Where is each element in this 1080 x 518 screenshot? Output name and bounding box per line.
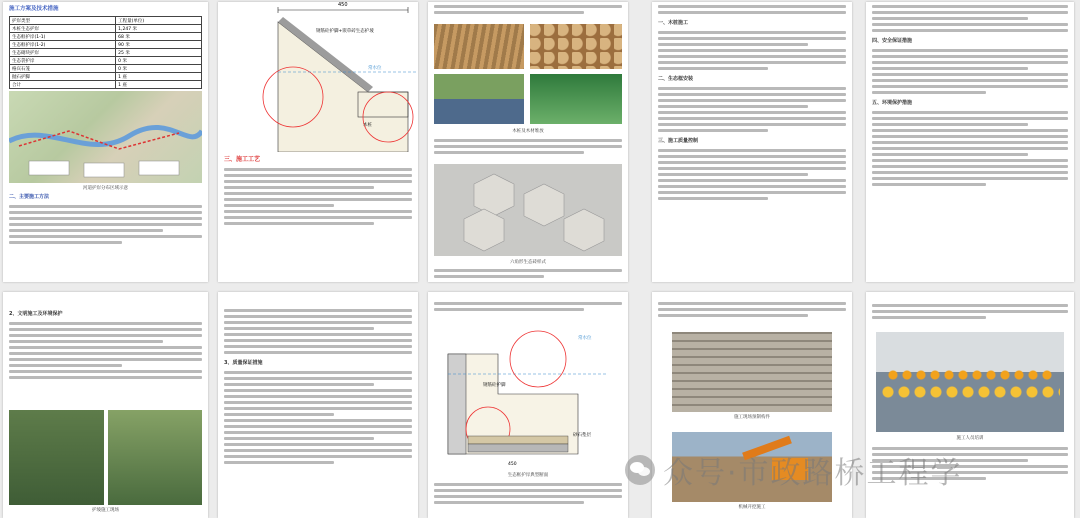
text-line xyxy=(224,345,412,348)
page-4-heading: 一、木桩施工 xyxy=(658,20,689,26)
drawing-label: 木桩 xyxy=(363,123,372,128)
wechat-icon xyxy=(625,455,655,485)
text-line xyxy=(224,461,334,464)
text-line xyxy=(872,129,1068,132)
photo-caption: 施工现场预制构件 xyxy=(734,415,770,420)
text-line xyxy=(224,327,374,330)
text-line xyxy=(224,419,412,422)
text-line xyxy=(224,371,412,374)
table-cell: 1 座 xyxy=(116,81,202,89)
text-line xyxy=(224,180,412,183)
text-line xyxy=(658,5,846,8)
text-line xyxy=(872,55,1068,58)
text-line xyxy=(9,241,122,244)
text-line xyxy=(658,129,768,132)
table-cell: 25 米 xyxy=(116,49,202,57)
text-line xyxy=(658,67,768,70)
text-line xyxy=(224,377,412,380)
text-line xyxy=(9,340,163,343)
text-line xyxy=(658,314,808,317)
revetment-section-drawing xyxy=(218,2,418,152)
text-line xyxy=(658,191,846,194)
text-line xyxy=(434,483,622,486)
text-line xyxy=(224,216,412,219)
text-line xyxy=(224,222,374,225)
drawing-label: 常水位 xyxy=(368,66,382,71)
text-line xyxy=(224,309,412,312)
text-line xyxy=(658,149,846,152)
text-line xyxy=(434,5,622,8)
text-line xyxy=(658,55,846,58)
text-line xyxy=(658,173,808,176)
text-line xyxy=(224,395,412,398)
document-page-8 xyxy=(428,292,628,518)
table-cell: 工程量(单位) xyxy=(116,17,202,25)
green-bank-photo xyxy=(530,74,622,124)
text-line xyxy=(9,223,202,226)
text-line xyxy=(872,177,1068,180)
text-line xyxy=(434,145,622,148)
text-line xyxy=(658,105,808,108)
map-caption: 河道护岸分布区域示意 xyxy=(83,186,128,191)
page-6-section: 2、文明施工及环境保护 xyxy=(9,311,63,317)
document-page-3 xyxy=(428,2,628,282)
text-line xyxy=(9,235,202,238)
text-line xyxy=(224,437,374,440)
text-line xyxy=(434,308,584,311)
text-line xyxy=(224,315,412,318)
text-line xyxy=(9,322,202,325)
document-page-1 xyxy=(3,2,208,282)
photo-caption: 机械开挖施工 xyxy=(738,505,766,510)
text-line xyxy=(658,117,846,120)
text-line xyxy=(872,29,1068,32)
table-cell: 抛石护脚 xyxy=(10,73,116,81)
page-4-heading: 三、施工质量控制 xyxy=(658,138,699,144)
page-7-section: 3、质量保证措施 xyxy=(224,360,263,366)
text-line xyxy=(224,168,412,171)
document-page-5 xyxy=(866,2,1074,282)
quantity-table xyxy=(9,16,202,89)
text-line xyxy=(224,210,412,213)
text-line xyxy=(658,87,846,90)
table-row xyxy=(10,17,202,25)
drawing-label: 钢筋砼护脚+嵌草砖生态护坡 xyxy=(316,29,374,34)
text-line xyxy=(434,11,584,14)
photo-caption: 木桩及木材堆放 xyxy=(512,129,544,134)
table-cell: 1 座 xyxy=(116,73,202,81)
text-line xyxy=(872,159,1068,162)
text-line xyxy=(224,401,412,404)
drawing-label: 砂石垫层 xyxy=(573,433,591,438)
table-row xyxy=(10,33,202,41)
text-line xyxy=(658,185,846,188)
text-line xyxy=(872,165,1068,168)
table-cell: 生态袋护岸 xyxy=(10,57,116,65)
document-page-6 xyxy=(3,292,208,518)
page-1-subsection: 二、主要施工方法 xyxy=(9,194,50,200)
text-line xyxy=(224,321,412,324)
text-line xyxy=(9,376,202,379)
text-line xyxy=(872,73,1068,76)
photo-caption: 六角形生态砖样式 xyxy=(510,260,546,265)
text-line xyxy=(9,346,202,349)
table-cell: 护岸类型 xyxy=(10,17,116,25)
hexagon-brick-photo xyxy=(434,164,622,256)
timber-pile-photo xyxy=(434,24,524,69)
table-cell: 生态框护岸(1-2) xyxy=(10,41,116,49)
text-line xyxy=(658,99,846,102)
text-line xyxy=(224,425,412,428)
text-block xyxy=(428,480,628,507)
table-cell: 生态砌块护岸 xyxy=(10,49,116,57)
text-line xyxy=(224,174,412,177)
text-line xyxy=(224,413,334,416)
page-4-heading: 二、生态框安装 xyxy=(658,76,694,82)
pile-river-photo xyxy=(434,74,524,124)
text-line xyxy=(658,37,846,40)
page-5-heading: 五、环境保护措施 xyxy=(872,100,913,106)
text-line xyxy=(9,229,163,232)
text-line xyxy=(658,49,846,52)
text-line xyxy=(434,302,622,305)
table-cell: 0 米 xyxy=(116,57,202,65)
page-2-section: 三、施工工艺 xyxy=(224,156,261,163)
table-cell: 0 米 xyxy=(116,65,202,73)
table-cell: 68 米 xyxy=(116,33,202,41)
spacer xyxy=(218,292,418,306)
watermark-text: 众号·市政路桥工程学 xyxy=(663,456,963,491)
photo-caption: 施工人员培训 xyxy=(956,436,984,441)
text-line xyxy=(224,383,374,386)
text-block xyxy=(428,266,628,281)
text-line xyxy=(434,495,622,498)
timber-stack-photo xyxy=(530,24,622,69)
text-line xyxy=(9,370,202,373)
dimension-label: 450 xyxy=(338,2,348,8)
helmet-row xyxy=(886,370,1054,380)
text-line xyxy=(658,308,846,311)
precast-frames-photo xyxy=(672,332,832,412)
hexagon-pattern xyxy=(434,164,622,256)
text-line xyxy=(224,389,412,392)
text-line xyxy=(872,5,1068,8)
text-line xyxy=(658,61,846,64)
text-line xyxy=(224,431,412,434)
table-cell: 木桩生态护岸 xyxy=(10,25,116,33)
text-line xyxy=(872,123,1028,126)
text-line xyxy=(658,43,808,46)
text-line xyxy=(224,407,412,410)
text-line xyxy=(658,123,846,126)
text-line xyxy=(224,455,412,458)
text-line xyxy=(434,139,622,142)
text-line xyxy=(658,93,846,96)
text-line xyxy=(224,351,412,354)
site-photo-left xyxy=(9,410,104,505)
table-cell: 1,247 米 xyxy=(116,25,202,33)
photo-caption: 护坡施工现场 xyxy=(92,508,119,513)
document-page-4 xyxy=(652,2,852,282)
site-photo-right xyxy=(108,410,202,505)
text-line xyxy=(224,198,412,201)
text-line xyxy=(224,333,412,336)
watermark xyxy=(625,448,963,492)
text-line xyxy=(658,302,846,305)
text-line xyxy=(872,79,1068,82)
table-row xyxy=(10,73,202,81)
text-line xyxy=(872,147,1068,150)
drawing-caption: 生态框护岸典型断面 xyxy=(507,473,549,478)
text-line xyxy=(872,61,1068,64)
text-line xyxy=(658,161,846,164)
text-block xyxy=(428,136,628,157)
text-line xyxy=(872,23,1068,26)
table-row xyxy=(10,81,202,89)
text-line xyxy=(434,489,622,492)
table-cell: 生态框护岸(1-1) xyxy=(10,33,116,41)
training-photo xyxy=(876,332,1064,432)
helmet-row xyxy=(880,386,1060,398)
text-line xyxy=(9,211,202,214)
text-line xyxy=(9,364,122,367)
table-row xyxy=(10,57,202,65)
text-line xyxy=(872,304,1068,307)
text-line xyxy=(872,111,1068,114)
text-line xyxy=(224,339,412,342)
table-row xyxy=(10,65,202,73)
text-line xyxy=(872,117,1068,120)
text-line xyxy=(9,328,202,331)
table-row xyxy=(10,41,202,49)
drawing-label: 常水位 xyxy=(578,336,592,341)
table-cell: 格宾石笼 xyxy=(10,65,116,73)
text-line xyxy=(9,217,202,220)
text-line xyxy=(872,85,1068,88)
text-line xyxy=(224,449,412,452)
page-1-section-title: 施工方案及技术措施 xyxy=(9,6,59,12)
text-line xyxy=(658,167,846,170)
text-line xyxy=(658,31,846,34)
table-row xyxy=(10,25,202,33)
table-cell: 90 米 xyxy=(116,41,202,49)
text-line xyxy=(872,67,1028,70)
text-line xyxy=(224,186,374,189)
page-5-heading: 四、安全保证措施 xyxy=(872,38,913,44)
ecoframe-section-drawing xyxy=(428,314,628,464)
table-row xyxy=(10,49,202,57)
text-line xyxy=(658,197,768,200)
drawing-label: 钢筋砼护脚 xyxy=(483,383,506,388)
text-line xyxy=(9,352,202,355)
table-cell: 合计 xyxy=(10,81,116,89)
document-page-2 xyxy=(218,2,418,282)
text-line xyxy=(224,443,412,446)
text-line xyxy=(872,153,1028,156)
text-line xyxy=(658,111,846,114)
text-line xyxy=(434,275,544,278)
text-line xyxy=(872,135,1068,138)
river-path-graphic xyxy=(9,91,202,183)
text-line xyxy=(872,49,1068,52)
text-line xyxy=(872,17,1028,20)
text-line xyxy=(9,205,202,208)
text-line xyxy=(434,501,584,504)
text-line xyxy=(658,11,846,14)
text-line xyxy=(9,358,202,361)
text-line xyxy=(872,316,986,319)
text-line xyxy=(434,151,584,154)
text-line xyxy=(872,183,986,186)
text-line xyxy=(9,334,202,337)
text-line xyxy=(434,269,622,272)
drawing-label: 450 xyxy=(508,462,517,467)
text-line xyxy=(658,155,846,158)
text-line xyxy=(872,141,1068,144)
document-page-7 xyxy=(218,292,418,518)
text-line xyxy=(872,310,1068,313)
wechat-bubble xyxy=(638,467,650,476)
text-line xyxy=(872,11,1068,14)
text-line xyxy=(224,192,412,195)
text-line xyxy=(872,91,986,94)
text-line xyxy=(224,204,334,207)
text-line xyxy=(658,179,846,182)
text-line xyxy=(872,171,1068,174)
river-map-image xyxy=(9,91,202,183)
